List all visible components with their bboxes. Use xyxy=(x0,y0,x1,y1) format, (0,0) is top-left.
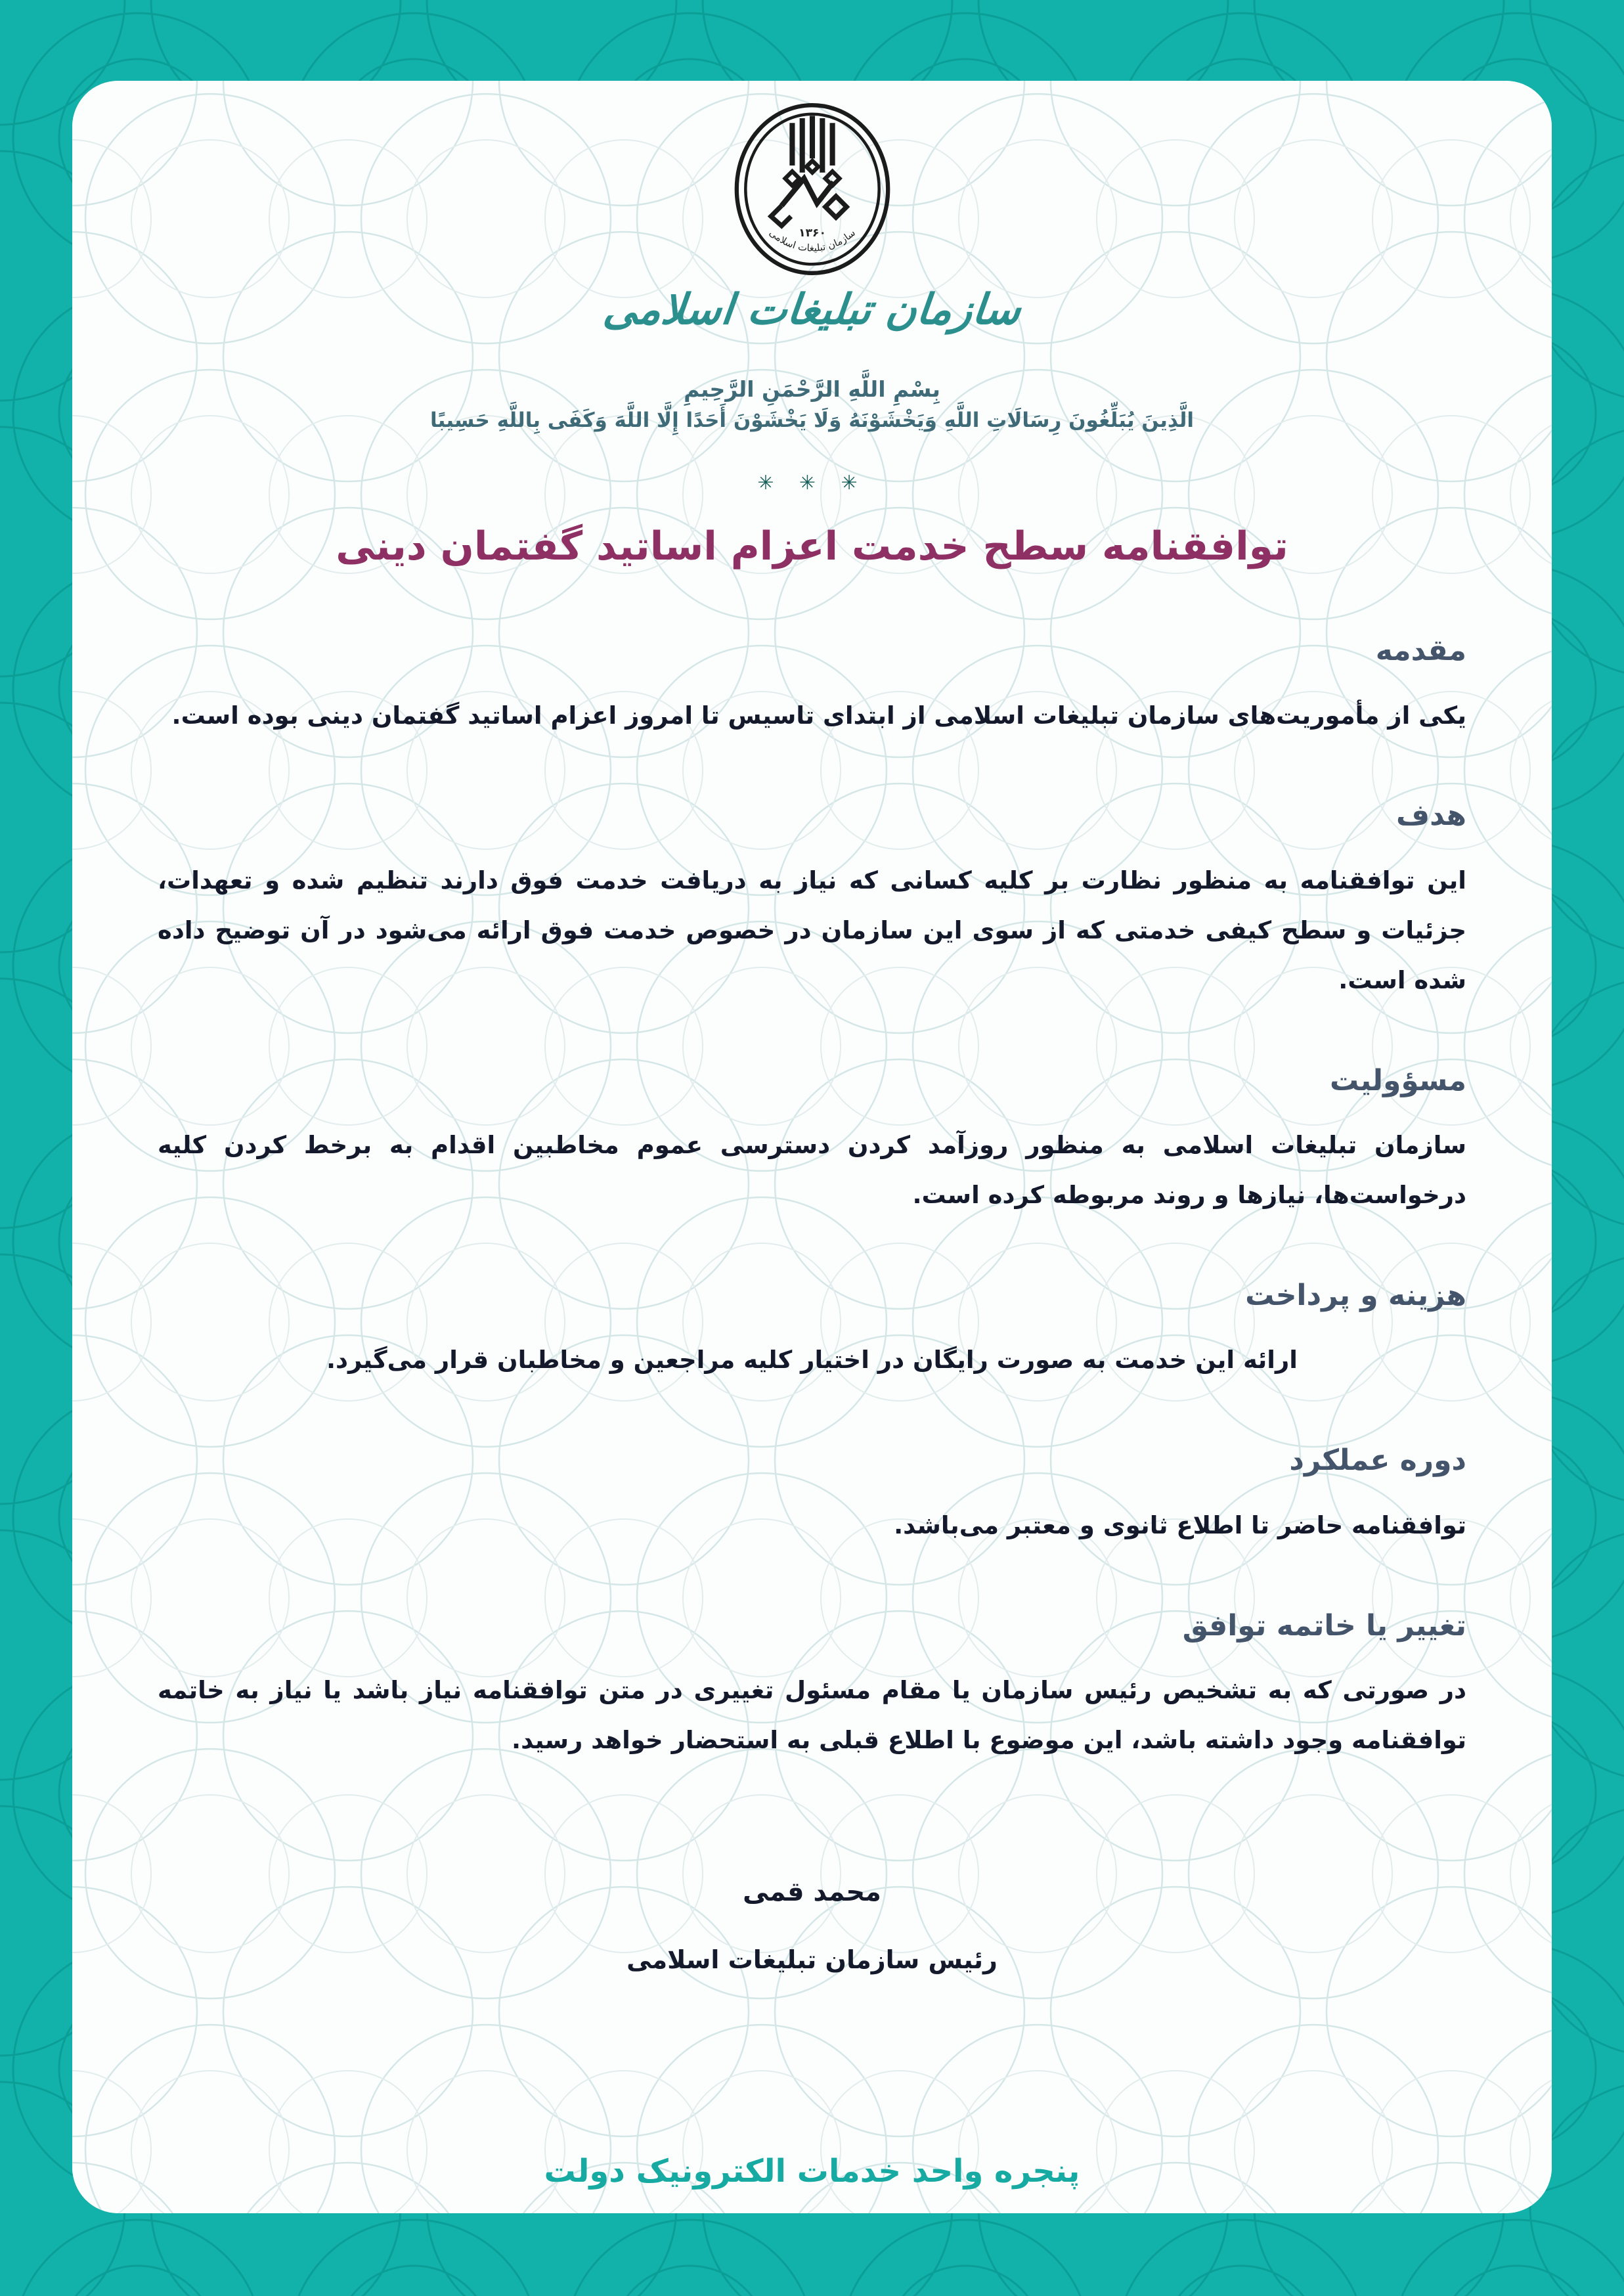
section-heading: هدف xyxy=(1395,799,1466,833)
section-heading: تغییر یا خاتمه توافق xyxy=(1182,1608,1466,1643)
allah-emblem-icon xyxy=(730,100,895,278)
section-heading: هزینه و پرداخت xyxy=(1245,1278,1466,1312)
footer-brand: پنجره واحد خدمات الکترونیک دولت xyxy=(544,2153,1080,2190)
section-body: سازمان تبلیغات اسلامی به منظور روزآمد کردن دسترسی عموم مخاطبین اقدام به برخط کردن کلیه درخواست‌ها، نیازها و روند مربوطه کرده است. xyxy=(158,1131,1466,1209)
page-title: توافقنامه سطح خدمت اعزام اساتید گفتمان دینی xyxy=(336,523,1288,569)
section-heading: مقدمه xyxy=(1375,634,1466,667)
organization-logo xyxy=(158,100,1466,280)
section-body: در صورتی که به تشخیص رئیس سازمان یا مقام مسئول تغییری در متن توافقنامه نیاز باشد یا نیاز به خاتمه توافقنامه وجود داشته باشد، این موضوع با اطلاع قبلی به استحضار خواهد رسید. xyxy=(158,1676,1466,1755)
section-body: توافقنامه حاضر تا اطلاع ثانوی و معتبر می‌باشد. xyxy=(894,1511,1466,1539)
section-goal xyxy=(158,795,1466,1005)
section-change-termination xyxy=(158,1606,1466,1765)
section-responsibility xyxy=(158,1061,1466,1220)
logo-ring-text: سازمان تبلیغات اسلامی xyxy=(766,227,858,254)
section-body: ارائه این خدمت به صورت رایگان در اختیار کلیه مراجعین و مخاطبان قرار می‌گیرد. xyxy=(326,1346,1298,1375)
section-introduction xyxy=(158,630,1466,740)
logo-year: ۱۳۶۰ xyxy=(798,227,826,240)
section-body: یکی از مأموریت‌های سازمان تبلیغات اسلامی از ابتدای تاسیس تا امروز اعزام اساتید گفتمان دینی بوده است. xyxy=(171,701,1466,730)
organization-calligraphy: سازمان تبلیغات اسلامی xyxy=(601,286,1023,334)
section-heading: دوره عملکرد xyxy=(1289,1444,1466,1478)
document-content xyxy=(72,81,1552,2213)
signatory-name: محمد قمی xyxy=(743,1877,881,1907)
section-heading: مسؤولیت xyxy=(1329,1063,1466,1097)
allah-monogram xyxy=(771,116,846,225)
section-body: این توافقنامه به منظور نظارت بر کلیه کسانی که نیاز به دریافت خدمت فوق دارند تنظیم شده و تعهدات، جزئیات و سطح کیفی خدمتی که از سوی این سازمان در خصوص خدمت فوق ارائه می‌شود در آن توضیح داده شده است. xyxy=(158,866,1466,994)
signatory-role: رئیس سازمان تبلیغات اسلامی xyxy=(626,1945,998,1974)
quran-verse: الَّذِينَ يُبَلِّغُونَ رِسَالَاتِ اللَّهِ وَيَخْشَوْنَهُ وَلَا يَخْشَوْنَ أَحَدًا إِلَّا اللَّهَ وَكَفَى بِاللَّهِ حَسِيبًا xyxy=(429,408,1195,432)
document-card xyxy=(72,81,1552,2213)
bismillah-text: بِسْمِ اللَّهِ الرَّحْمَنِ الرَّحِيمِ xyxy=(684,376,940,402)
section-cost-payment xyxy=(158,1275,1466,1385)
asterisk-separator: ✳ ✳ ✳ xyxy=(757,472,867,495)
section-performance-period xyxy=(158,1440,1466,1550)
